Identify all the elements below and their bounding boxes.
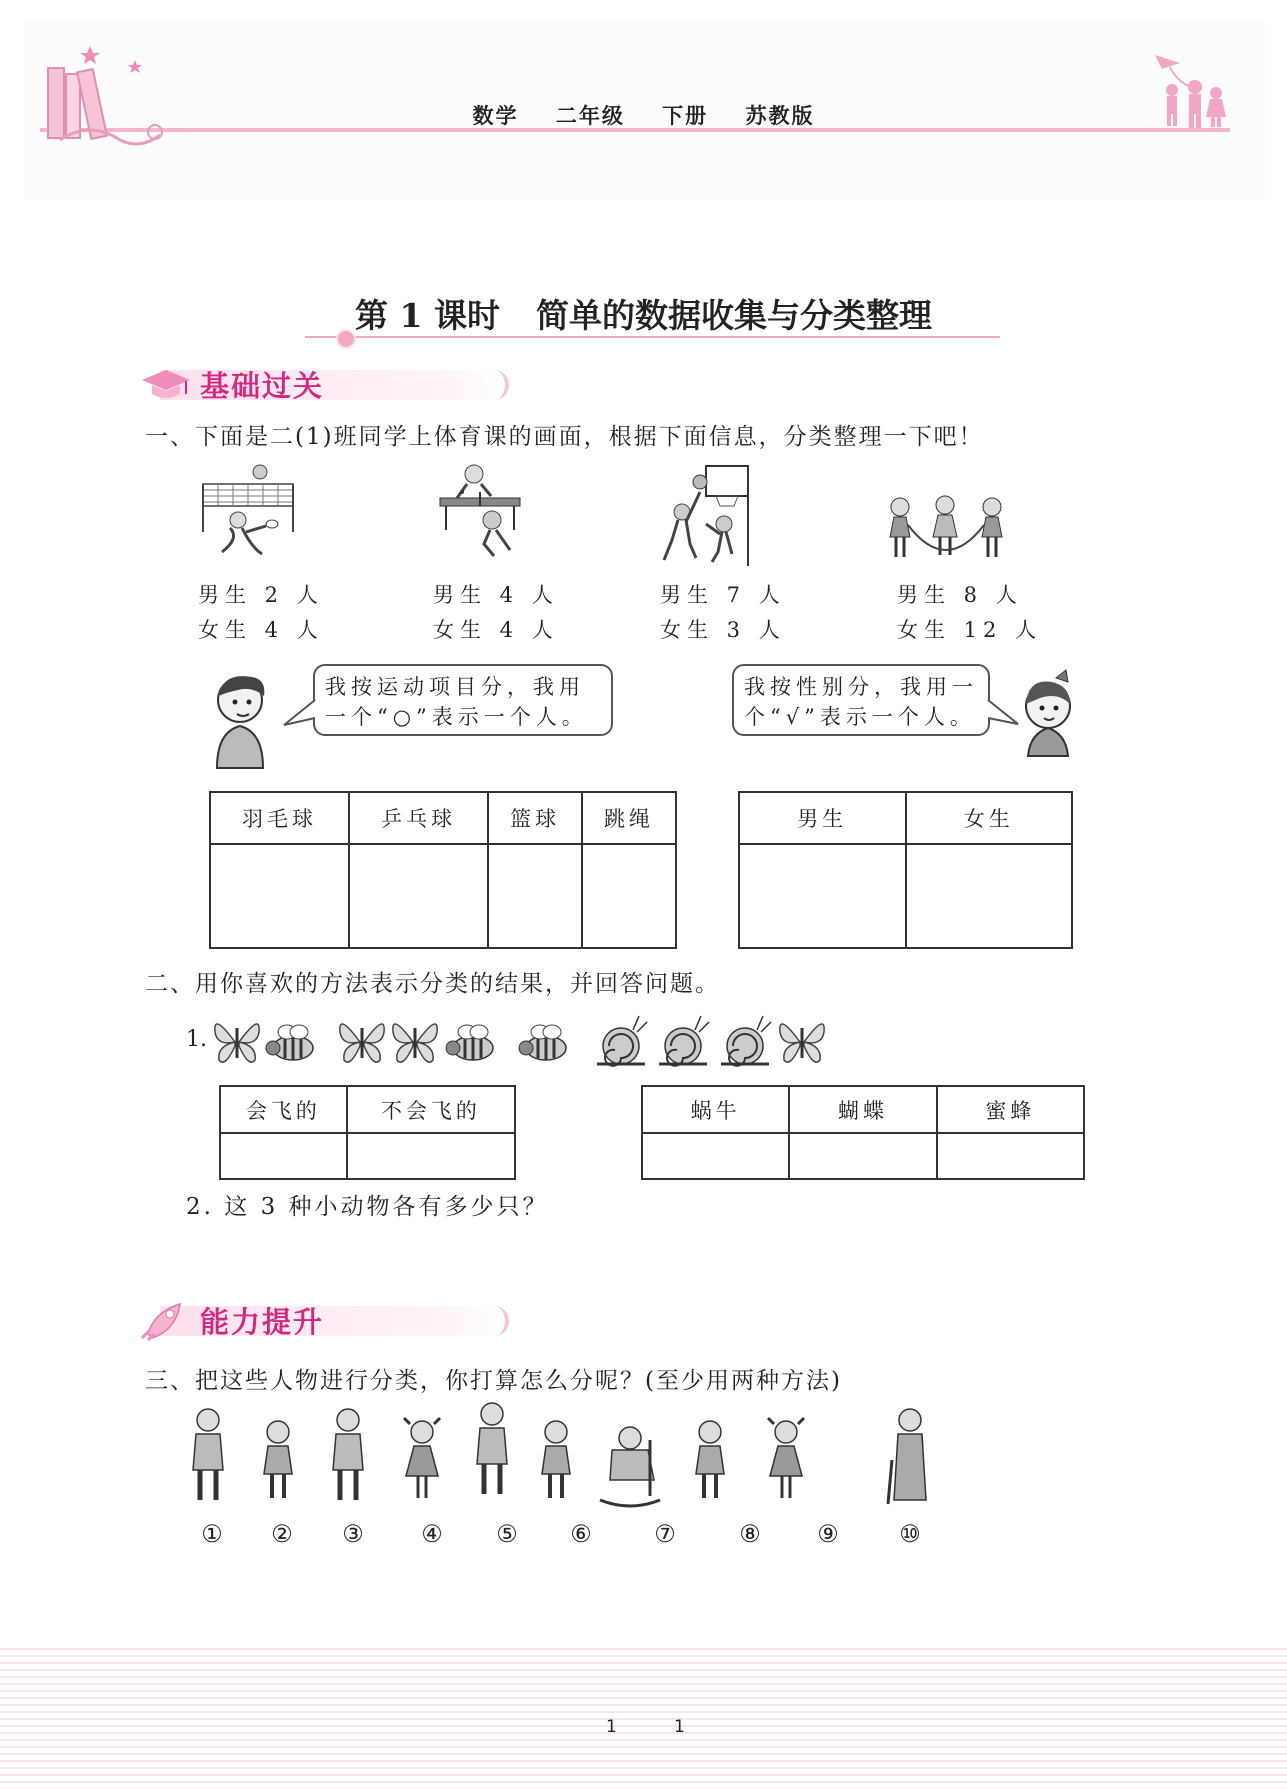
gender-tally-table bbox=[738, 791, 1073, 949]
sports-cell-basketball[interactable] bbox=[488, 844, 582, 948]
lesson-name: 简单的数据收集与分类整理 bbox=[535, 296, 932, 335]
snail-icon bbox=[659, 1016, 709, 1066]
person-9-girl-icon bbox=[768, 1418, 804, 1498]
girl-avatar bbox=[1012, 668, 1082, 756]
gender-header-boys: 男生 bbox=[739, 792, 906, 844]
person-8-boy-icon bbox=[696, 1421, 724, 1498]
fly-header-can-fly: 会飞的 bbox=[220, 1086, 347, 1133]
header-title bbox=[0, 100, 1287, 130]
bee-icon bbox=[446, 1025, 493, 1060]
badminton-boys: 男生 2 人 bbox=[198, 583, 324, 607]
sports-header-basketball: 篮球 bbox=[488, 792, 582, 844]
pingpong-girls: 女生 4 人 bbox=[433, 618, 559, 642]
sports-header-jumprope: 跳绳 bbox=[582, 792, 676, 844]
butterfly-icon bbox=[340, 1024, 384, 1062]
q1-prompt: 一、下面是二(1)班同学上体育课的画面，根据下面信息，分类整理一下吧！ bbox=[145, 424, 984, 450]
animal-row bbox=[213, 1010, 833, 1072]
pingpong-boys: 男生 4 人 bbox=[433, 583, 559, 607]
q2-prompt: 二、用你喜欢的方法表示分类的结果，并回答问题。 bbox=[145, 971, 720, 997]
people-row bbox=[180, 1400, 940, 1518]
fly-table bbox=[219, 1085, 516, 1180]
jumprope-boys: 男生 8 人 bbox=[897, 583, 1023, 607]
fly-cell-can-fly[interactable] bbox=[220, 1133, 347, 1179]
person-3-old-man-icon bbox=[333, 1409, 363, 1500]
section-basics-banner bbox=[140, 362, 520, 404]
basketball-icon bbox=[660, 462, 760, 570]
butterfly-icon bbox=[780, 1024, 824, 1062]
header-grade: 二年级 bbox=[555, 103, 625, 128]
boy-speech-bubble bbox=[313, 664, 613, 736]
sports-header-pingpong: 乒乓球 bbox=[349, 792, 488, 844]
sports-tally-table bbox=[209, 791, 677, 949]
badminton-icon bbox=[198, 462, 298, 570]
animal-type-table bbox=[641, 1085, 1085, 1180]
header-subject: 数学 bbox=[472, 103, 519, 128]
pingpong-counts bbox=[433, 578, 559, 648]
lesson-title bbox=[0, 290, 1287, 337]
basketball-counts bbox=[660, 578, 786, 648]
person-number-10: ⑩ bbox=[899, 1520, 921, 1548]
person-number-5: ⑤ bbox=[496, 1520, 518, 1548]
animal-cell-butterfly[interactable] bbox=[789, 1133, 936, 1179]
sports-cell-badminton[interactable] bbox=[210, 844, 349, 948]
snail-icon bbox=[597, 1016, 647, 1066]
q2-item1-label: 1. bbox=[186, 1027, 207, 1052]
sports-cell-jumprope[interactable] bbox=[582, 844, 676, 948]
butterfly-icon bbox=[215, 1024, 259, 1062]
person-6-boy-icon bbox=[542, 1421, 570, 1498]
person-number-7: ⑦ bbox=[654, 1520, 676, 1548]
section-advanced-banner bbox=[140, 1298, 520, 1340]
animal-header-snail: 蜗牛 bbox=[642, 1086, 789, 1133]
sports-cell-pingpong[interactable] bbox=[349, 844, 488, 948]
jumprope-counts bbox=[897, 578, 1042, 648]
boy-avatar bbox=[205, 668, 280, 768]
header-volume: 下册 bbox=[662, 103, 709, 128]
boy-speech-text: 我按运动项目分，我用一个“○”表示一个人。 bbox=[325, 675, 588, 729]
rocket-icon bbox=[140, 1300, 192, 1340]
animal-cell-snail[interactable] bbox=[642, 1133, 789, 1179]
title-underline bbox=[305, 336, 1000, 338]
basketball-girls: 女生 3 人 bbox=[660, 618, 786, 642]
gender-cell-girls[interactable] bbox=[906, 844, 1073, 948]
snail-icon bbox=[721, 1016, 771, 1066]
person-1-man-icon bbox=[193, 1409, 223, 1500]
animal-header-bee: 蜜蜂 bbox=[937, 1086, 1084, 1133]
person-7-grandma-rocking-chair-icon bbox=[600, 1427, 660, 1506]
person-number-1: ① bbox=[201, 1520, 223, 1548]
section-basics-label: 基础过关 bbox=[200, 369, 325, 403]
person-4-girl-icon bbox=[404, 1418, 440, 1498]
section-advanced-label: 能力提升 bbox=[200, 1305, 325, 1339]
gender-header-girls: 女生 bbox=[906, 792, 1073, 844]
bubble-tail-left bbox=[284, 700, 316, 730]
sports-header-badminton: 羽毛球 bbox=[210, 792, 349, 844]
fly-header-cannot-fly: 不会飞的 bbox=[347, 1086, 515, 1133]
badminton-counts bbox=[198, 578, 324, 648]
person-10-grandma-cane-icon bbox=[888, 1409, 926, 1504]
fly-cell-cannot-fly[interactable] bbox=[347, 1133, 515, 1179]
person-2-boy-icon bbox=[264, 1421, 292, 1498]
lesson-part: 第 1 课时 bbox=[355, 296, 500, 335]
page-number-left: 1 bbox=[606, 1717, 617, 1737]
footer-band bbox=[0, 1648, 1287, 1789]
person-number-3: ③ bbox=[342, 1520, 364, 1548]
basketball-boys: 男生 7 人 bbox=[660, 583, 786, 607]
graduation-cap-icon bbox=[140, 364, 192, 404]
animal-header-butterfly: 蝴蝶 bbox=[789, 1086, 936, 1133]
girl-speech-bubble bbox=[732, 664, 990, 736]
badminton-girls: 女生 4 人 bbox=[198, 618, 324, 642]
person-number-2: ② bbox=[271, 1520, 293, 1548]
title-dot bbox=[336, 329, 356, 349]
page-number-right: 1 bbox=[674, 1717, 685, 1737]
person-number-4: ④ bbox=[421, 1520, 443, 1548]
ping-pong-icon bbox=[432, 462, 532, 570]
q3-prompt: 三、把这些人物进行分类，你打算怎么分呢？(至少用两种方法) bbox=[145, 1368, 842, 1394]
animal-cell-bee[interactable] bbox=[937, 1133, 1084, 1179]
person-number-8: ⑧ bbox=[739, 1520, 761, 1548]
person-number-9: ⑨ bbox=[817, 1520, 839, 1548]
gender-cell-boys[interactable] bbox=[739, 844, 906, 948]
jumprope-girls: 女生 12 人 bbox=[897, 618, 1043, 642]
person-number-6: ⑥ bbox=[570, 1520, 592, 1548]
jump-rope-icon bbox=[880, 495, 1015, 570]
bee-icon bbox=[266, 1025, 313, 1060]
bee-icon bbox=[519, 1025, 566, 1060]
person-5-man-icon bbox=[477, 1403, 507, 1494]
header-edition: 苏教版 bbox=[745, 103, 815, 128]
butterfly-icon bbox=[393, 1024, 437, 1062]
q2-item2: 2. 这 3 种小动物各有多少只？ bbox=[186, 1194, 549, 1220]
books-decoration-icon bbox=[40, 40, 170, 150]
girl-speech-text: 我按性别分，我用一个“√”表示一个人。 bbox=[744, 675, 978, 729]
